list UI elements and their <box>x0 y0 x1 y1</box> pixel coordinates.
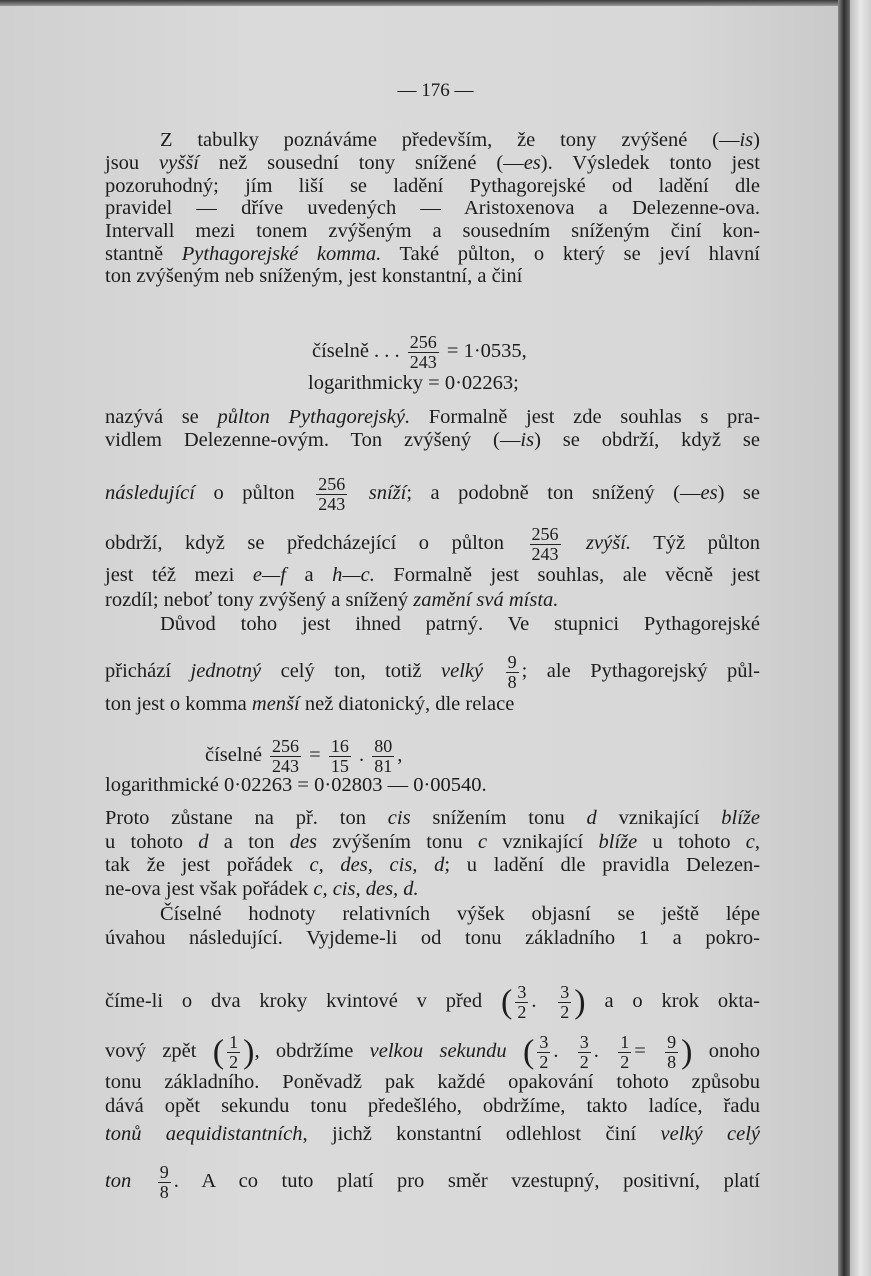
text-run: ; u ladění dle pravidla Delezen- <box>444 854 761 876</box>
text-run: = <box>634 1040 663 1063</box>
text-run: , <box>397 744 403 767</box>
text-line <box>105 196 760 220</box>
italic-text: zvýší. <box>586 532 632 555</box>
text-run: ) <box>753 129 760 151</box>
scan-top-edge <box>0 0 871 6</box>
fraction-denominator: 8 <box>667 1052 677 1072</box>
text-run: vznikající <box>596 807 722 829</box>
text-run: vznikající <box>487 831 599 853</box>
fraction-denominator: 15 <box>330 756 349 776</box>
text-run: dává opět sekundu tonu předešlého, obdržíme, takto ladíce, řadu <box>105 1095 760 1117</box>
text-line <box>205 737 760 776</box>
text-run: Proto zůstane na př. ton <box>105 807 388 829</box>
italic-text: is <box>739 129 754 151</box>
adjacent-page-edge <box>850 0 871 1276</box>
fraction-numerator: 1 <box>229 1032 239 1052</box>
italic-text: e—f <box>252 564 286 586</box>
text-run: . <box>353 744 370 767</box>
text-line <box>105 405 760 429</box>
text-run: Také půlton, o který se jeví hlavní <box>381 243 760 265</box>
fraction <box>665 1033 678 1072</box>
italic-text: menší <box>251 693 300 715</box>
text-run: onoho <box>692 1040 761 1063</box>
fraction-denominator: 243 <box>531 544 559 564</box>
text-run <box>507 1040 523 1062</box>
fraction <box>408 333 439 372</box>
italic-text: blíže <box>598 831 638 853</box>
fraction-numerator: 80 <box>374 736 393 756</box>
fraction-numerator: 1 <box>620 1032 630 1052</box>
text-line <box>105 174 760 198</box>
text-line <box>105 773 760 797</box>
text-run: tak že jest pořádek <box>105 854 310 876</box>
italic-text: is <box>520 429 535 451</box>
text-run: . A co tuto platí pro směr vzestupný, positivní, platí <box>173 1170 760 1193</box>
text-run: = 1·0535, <box>441 340 527 363</box>
text-line <box>105 1122 760 1146</box>
italic-text: c <box>477 831 488 853</box>
text-line <box>312 333 760 372</box>
fraction-numerator: 3 <box>539 1032 549 1052</box>
fraction <box>558 983 571 1022</box>
text-run: Důvod toho jest ihned patrný. Ve stupnici Pythagorejské <box>160 613 760 635</box>
text-run: vidlem Delezenne-ovým. Ton zvýšený (— <box>105 429 521 451</box>
text-run: Formalně jest zde souhlas s pra- <box>410 406 761 428</box>
text-run: číme-li o dva kroky kvintové v před <box>105 990 501 1013</box>
text-run: a ton <box>208 831 290 853</box>
text-run: stantně <box>105 243 182 265</box>
text-run: logarithmicky = 0·02263; <box>308 372 519 394</box>
text-run: Číselné hodnoty relativních výšek objasní se ještě lépe <box>160 903 760 925</box>
fraction <box>158 1163 171 1202</box>
italic-text: es <box>523 152 541 174</box>
fraction <box>372 737 394 776</box>
fraction-denominator: 243 <box>272 756 300 776</box>
italic-text: d <box>586 807 597 829</box>
text-run: a o krok okta- <box>585 990 761 1013</box>
text-run: obdrží, když se předcházející o půlton <box>105 532 527 555</box>
text-line <box>308 371 760 395</box>
text-run: ; ale Pythagorejský půl- <box>521 660 761 683</box>
text-line <box>105 612 760 636</box>
text-run: ton zvýšeným neb sníženým, jest konstantní, a činí <box>105 265 523 287</box>
text-line <box>105 830 760 854</box>
fraction <box>618 1033 631 1072</box>
text-line <box>105 806 760 830</box>
text-run: jsou <box>105 152 160 174</box>
text-line <box>105 525 760 564</box>
fraction <box>270 737 301 776</box>
text-line <box>105 1070 760 1094</box>
text-run: u tohoto <box>105 831 199 853</box>
italic-text: následující <box>105 482 195 505</box>
text-run: rozdíl; neboť tony zvýšený a snížený <box>105 589 414 611</box>
fraction-denominator: 2 <box>229 1052 239 1072</box>
italic-text: Pythagorejské komma. <box>181 243 382 265</box>
fraction <box>530 525 561 564</box>
fraction-numerator: 9 <box>507 652 517 672</box>
fraction-denominator: 2 <box>517 1002 527 1022</box>
fraction-numerator: 9 <box>159 1162 169 1182</box>
text-run: ne-ova jest však pořádek <box>105 878 314 900</box>
text-run: u tohoto <box>637 831 746 853</box>
text-line <box>105 563 760 587</box>
text-run: ; a podobně ton snížený (— <box>406 482 701 505</box>
text-line <box>105 1094 760 1118</box>
text-line <box>105 264 760 288</box>
text-run: Formalně jest souhlas, ale věcně jest <box>374 564 760 586</box>
fraction <box>316 475 347 514</box>
text-run: Intervall mezi tonem zvýšeným a sousedním sníženým činí kon- <box>105 220 760 242</box>
text-run: Z tabulky poznáváme především, že tony zvýšené (— <box>160 129 740 151</box>
text-line <box>105 219 760 243</box>
fraction <box>506 653 519 692</box>
fraction <box>227 1033 240 1072</box>
text-run: úvahou následující. Vyjdeme-li od tonu základního 1 a pokro- <box>105 927 760 949</box>
text-run: tonu základního. Poněvadž pak každé opakování tohoto způsobu <box>105 1071 760 1093</box>
italic-text: cis <box>387 807 411 829</box>
italic-text: c <box>745 831 755 853</box>
text-line <box>105 653 760 692</box>
text-run: o půlton <box>194 482 314 505</box>
text-run: . <box>531 990 556 1013</box>
italic-text: sníží <box>368 482 407 505</box>
text-run: , obdržíme <box>254 1040 370 1063</box>
text-run: . <box>553 1040 575 1063</box>
text-run: celý ton, totiž <box>261 660 442 683</box>
fraction-denominator: 8 <box>159 1182 169 1202</box>
text-run <box>131 1170 155 1192</box>
fraction-numerator: 256 <box>409 332 437 352</box>
parenthesis: ) <box>243 1033 255 1071</box>
italic-text: ton <box>105 1170 132 1193</box>
fraction-denominator: 2 <box>539 1052 549 1072</box>
fraction-numerator: 3 <box>579 1032 589 1052</box>
fraction-denominator: 243 <box>318 494 346 514</box>
text-run: ) se <box>717 482 760 505</box>
text-line <box>105 428 760 452</box>
fraction-denominator: 2 <box>560 1002 570 1022</box>
text-run: nazývá se <box>105 406 218 428</box>
book-spine-shadow <box>838 0 850 1276</box>
italic-text: c, des, cis, d <box>309 854 445 876</box>
text-line <box>105 588 760 612</box>
text-line <box>105 926 760 950</box>
text-run: snížením tonu <box>410 807 587 829</box>
text-run <box>564 532 587 554</box>
fraction-numerator: 256 <box>318 474 346 494</box>
text-run: pravidel — dříve uvedených — Aristoxenova a Delezenne-ova. <box>105 197 760 219</box>
text-run: číselné <box>205 744 268 767</box>
text-line <box>105 853 760 877</box>
fraction-denominator: 81 <box>374 756 393 776</box>
fraction <box>329 737 351 776</box>
italic-text: des <box>289 831 318 853</box>
text-run: pozoruhodný; jím liší se ladění Pythagorejské od ladění dle <box>105 175 760 197</box>
italic-text: velkou sekundu <box>369 1040 507 1063</box>
italic-text: es <box>700 482 718 505</box>
parenthesis: ( <box>212 1033 225 1071</box>
text-run: než diatonický, dle relace <box>299 693 515 715</box>
fraction-numerator: 9 <box>667 1032 677 1052</box>
text-run: ton jest o komma <box>105 693 252 715</box>
text-line <box>105 151 760 175</box>
text-run <box>350 482 369 504</box>
text-run: vový zpět <box>105 1040 213 1063</box>
text-run: číselně . . . <box>312 340 405 363</box>
text-line <box>105 692 760 716</box>
parenthesis: ( <box>501 983 513 1021</box>
text-line <box>105 128 760 152</box>
fraction-numerator: 256 <box>272 736 300 756</box>
italic-text: c, cis, des, d. <box>313 878 419 900</box>
text-run: a <box>285 564 333 586</box>
text-run: zvýšením tonu <box>317 831 478 853</box>
italic-text: h—c. <box>332 564 375 586</box>
fraction-numerator: 16 <box>330 736 349 756</box>
text-run: Týž půlton <box>631 532 760 555</box>
page-number: — 176 — <box>397 80 474 101</box>
text-run: přichází <box>105 660 191 683</box>
text-run: ). Výsledek tonto jest <box>540 152 760 174</box>
text-line <box>105 1033 760 1072</box>
fraction <box>537 1033 550 1072</box>
italic-text: velký <box>441 660 484 683</box>
fraction-denominator: 2 <box>579 1052 589 1072</box>
fraction-numerator: 256 <box>531 524 559 544</box>
fraction <box>515 983 528 1022</box>
italic-text: blíže <box>721 807 760 829</box>
text-run: jest též mezi <box>105 564 253 586</box>
parenthesis: ) <box>681 1033 693 1071</box>
fraction-numerator: 3 <box>517 982 527 1002</box>
fraction <box>578 1033 591 1072</box>
text-line <box>105 983 760 1022</box>
text-line <box>105 475 760 514</box>
fraction-denominator: 2 <box>620 1052 630 1072</box>
text-line <box>105 242 760 266</box>
text-run: , jichž konstantní odlehlost činí <box>302 1123 661 1145</box>
italic-text: d <box>198 831 209 853</box>
fraction-denominator: 243 <box>409 352 437 372</box>
fraction-numerator: 3 <box>560 982 570 1002</box>
text-run <box>483 660 503 682</box>
text-line <box>105 877 760 901</box>
italic-text: vyšší <box>159 152 199 174</box>
italic-text: jednotný <box>190 660 262 683</box>
text-run: . <box>593 1040 616 1063</box>
text-run: = <box>304 744 326 767</box>
parenthesis: ( <box>522 1033 535 1071</box>
text-run: , <box>754 831 760 853</box>
text-run: ) se obdrží, když se <box>534 429 760 451</box>
text-run: než sousední tony snížené (— <box>198 152 524 174</box>
italic-text: tonů aequidistantních <box>105 1123 303 1145</box>
text-run: logarithmické 0·02263 = 0·02803 — 0·00540. <box>105 774 487 796</box>
italic-text: velký celý <box>660 1123 760 1145</box>
parenthesis: ) <box>574 983 586 1021</box>
fraction-denominator: 8 <box>507 672 517 692</box>
italic-text: zamění svá místa. <box>413 589 559 611</box>
text-line <box>105 902 760 926</box>
text-line <box>105 1163 760 1202</box>
italic-text: půlton Pythagorejský. <box>217 406 411 428</box>
